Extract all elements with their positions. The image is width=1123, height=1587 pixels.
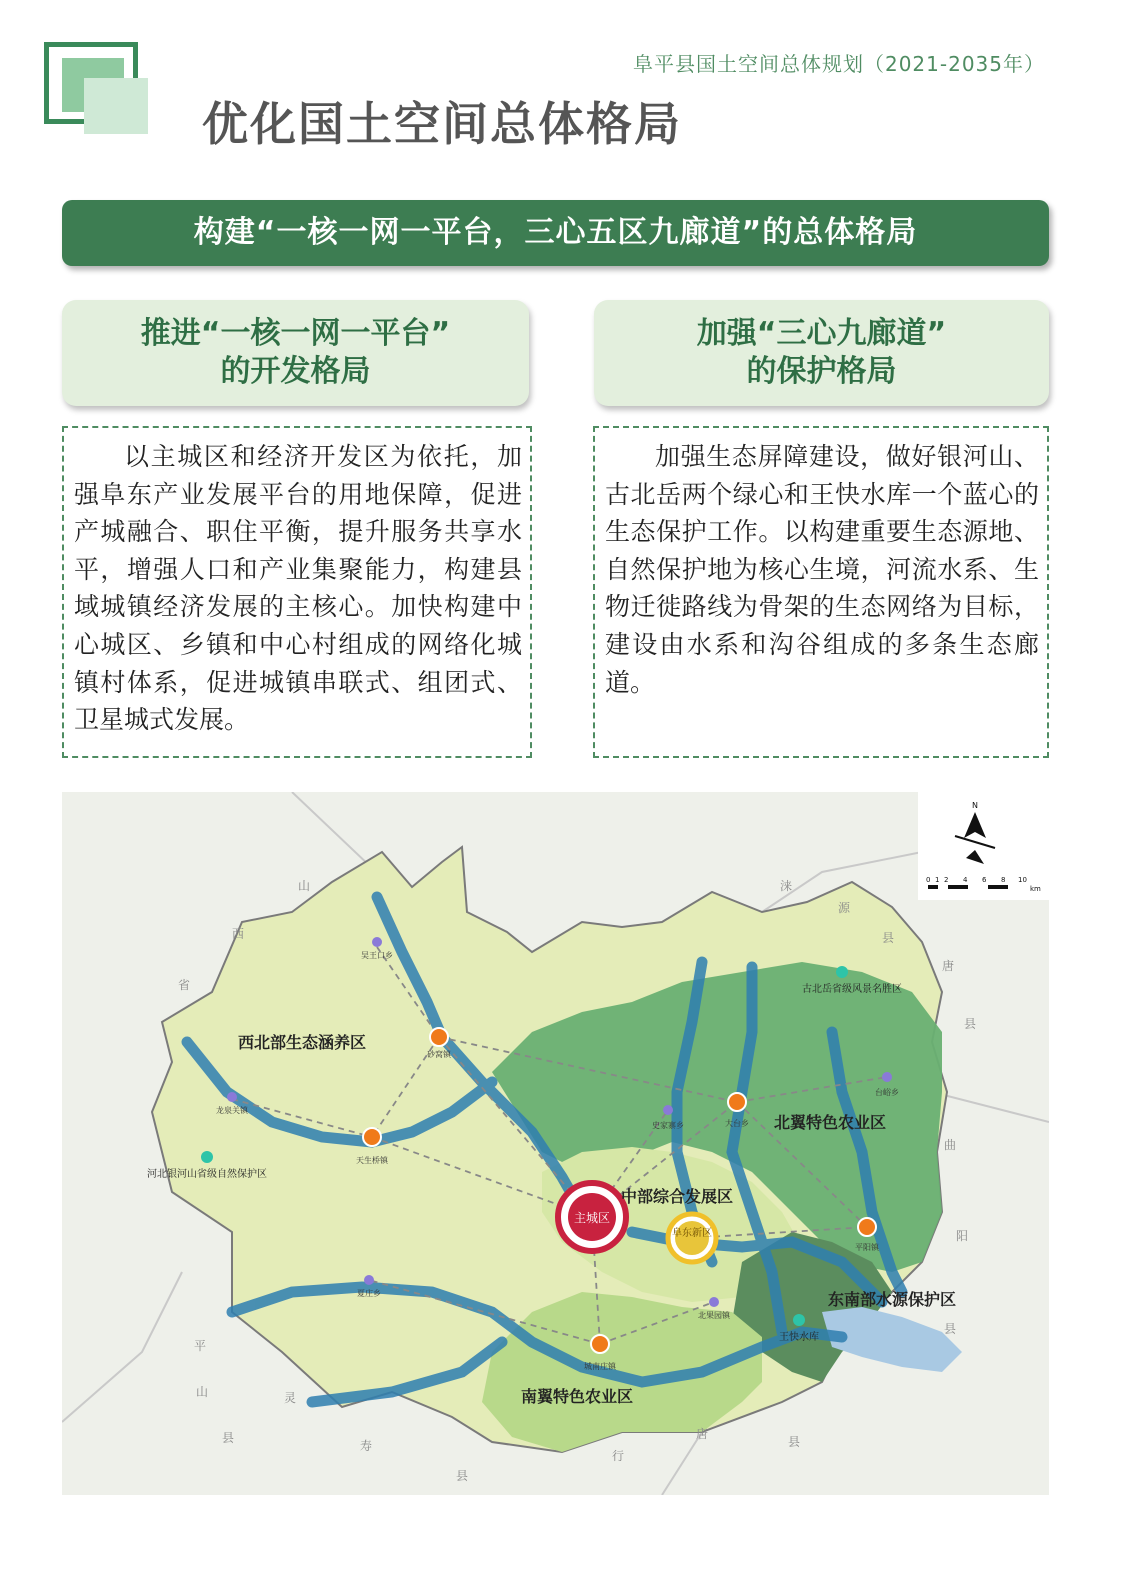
wangkuai-label: 王快水库 <box>779 1332 819 1343</box>
surround-1: 山 <box>298 879 311 893</box>
shagou-label: 砂窝镇 <box>427 1050 451 1059</box>
tiansheng-town-marker <box>363 1128 381 1146</box>
beiguoyuan-marker <box>709 1297 719 1307</box>
pingyang-label: 平阳镇 <box>855 1243 879 1252</box>
shagou-town-marker <box>430 1028 448 1046</box>
fudong-new-district <box>668 1214 716 1262</box>
left-card-heading-line1: 推进“一核一网一平台” <box>140 316 451 351</box>
chengnanzhuang-town-marker <box>591 1335 609 1353</box>
left-card-heading <box>62 300 529 406</box>
central-zone-label: 中部综合发展区 <box>620 1187 734 1206</box>
main-city-label: 主城区 <box>573 1211 611 1225</box>
north-label: N <box>972 801 978 810</box>
surround-5: 源 <box>838 901 851 915</box>
surround-20: 县 <box>788 1435 801 1449</box>
north-wing-zone-label: 北翼特色农业区 <box>773 1113 887 1132</box>
northwest-zone-label: 西北部生态涵养区 <box>237 1033 367 1052</box>
gubeiyue-marker <box>836 966 848 978</box>
surround-6: 县 <box>882 931 895 945</box>
surround-8: 县 <box>964 1017 977 1031</box>
compass-and-scale <box>918 792 1049 900</box>
scale-1: 1 <box>935 876 940 884</box>
corner-decoration <box>44 42 150 138</box>
surround-11: 县 <box>944 1322 957 1336</box>
taiyu-label: 台峪乡 <box>875 1088 899 1097</box>
scale-6: 6 <box>982 876 987 884</box>
shijiazhai-marker <box>663 1105 673 1115</box>
yinheshan-label: 河北银河山省级自然保护区 <box>147 1169 267 1180</box>
light-green-square <box>84 78 148 134</box>
scale-unit: km <box>1030 885 1041 893</box>
wuwangkou-label: 吴王口乡 <box>361 951 393 960</box>
scale-2: 2 <box>944 876 949 884</box>
surround-3: 省 <box>178 978 191 992</box>
gubeiyue-label: 古北岳省级风景名胜区 <box>802 984 902 995</box>
right-card-heading-line2: 的保护格局 <box>746 354 897 389</box>
southeast-zone-label: 东南部水源保护区 <box>827 1290 957 1309</box>
yinheshan-marker <box>201 1151 213 1163</box>
scale-10: 10 <box>1018 876 1027 884</box>
surround-15: 灵 <box>284 1391 297 1405</box>
datai-label: 大台乡 <box>725 1119 749 1128</box>
pingyang-town-marker <box>858 1218 876 1236</box>
surround-10: 阳 <box>956 1229 969 1243</box>
beiguoyuan-label: 北果园镇 <box>698 1311 730 1320</box>
longquanguan-marker <box>227 1092 237 1102</box>
right-card-heading-line1: 加强“三心九廊道” <box>696 316 947 351</box>
plan-title: 阜平县国土空间总体规划（2021-2035年） <box>632 52 1045 76</box>
surround-16: 寿 <box>360 1439 373 1453</box>
left-card-heading-line2: 的开发格局 <box>220 354 371 389</box>
surround-7: 唐 <box>942 959 955 973</box>
fudong-label-text: 阜东新区 <box>672 1228 712 1239</box>
shijiazhai-label: 史家寨乡 <box>652 1121 684 1130</box>
surround-18: 行 <box>612 1449 625 1463</box>
wuwangkou-marker <box>372 937 382 947</box>
surround-4: 涞 <box>780 879 793 893</box>
banner-heading: 构建“一核一网一平台，三心五区九廊道”的总体格局 <box>62 200 1049 266</box>
surround-17: 县 <box>456 1469 469 1483</box>
surround-9: 曲 <box>944 1138 957 1152</box>
tiansheng-label: 天生桥镇 <box>356 1156 388 1165</box>
chengnanzhuang-label: 城南庄镇 <box>584 1362 616 1371</box>
right-card-body: 加强生态屏障建设，做好银河山、古北岳两个绿心和王快水库一个蓝心的生态保护工作。以构建重要生态源地、自然保护地为核心生境，河流水系、生物迁徙路线为骨架的生态网络为目标，建设由水系和沟谷组成的多条生态廊道。 <box>593 426 1049 758</box>
wangkuai-marker <box>793 1314 805 1326</box>
fudong-label <box>672 1226 712 1239</box>
longquanguan-label: 龙泉关镇 <box>216 1106 248 1115</box>
main-city-core <box>558 1183 626 1251</box>
xiazhuang-marker <box>364 1275 374 1285</box>
datai-town-marker <box>728 1093 746 1111</box>
xiazhuang-label: 夏庄乡 <box>357 1289 381 1298</box>
scale-0: 0 <box>926 876 931 884</box>
taiyu-marker <box>882 1072 892 1082</box>
scale-4: 4 <box>963 876 968 884</box>
county-pattern-map <box>62 792 1049 1495</box>
surround-13: 山 <box>196 1385 209 1399</box>
page-title: 优化国土空间总体格局 <box>202 97 682 151</box>
surround-14: 县 <box>222 1431 235 1445</box>
south-wing-zone-label: 南翼特色农业区 <box>520 1387 634 1406</box>
surround-2: 西 <box>232 927 245 941</box>
left-card-body: 以主城区和经济开发区为依托，加强阜东产业发展平台的用地保障，促进产城融合、职住平衡，提升服务共享水平，增强人口和产业集聚能力，构建县域城镇经济发展的主核心。加快构建中心城区、乡镇和中心村组成的网络化城镇村体系，促进城镇串联式、组团式、卫星城式发展。 <box>62 426 532 758</box>
surround-19: 唐 <box>696 1427 709 1441</box>
scale-8: 8 <box>1001 876 1006 884</box>
right-card-heading <box>594 300 1049 406</box>
surround-12: 平 <box>194 1339 207 1353</box>
